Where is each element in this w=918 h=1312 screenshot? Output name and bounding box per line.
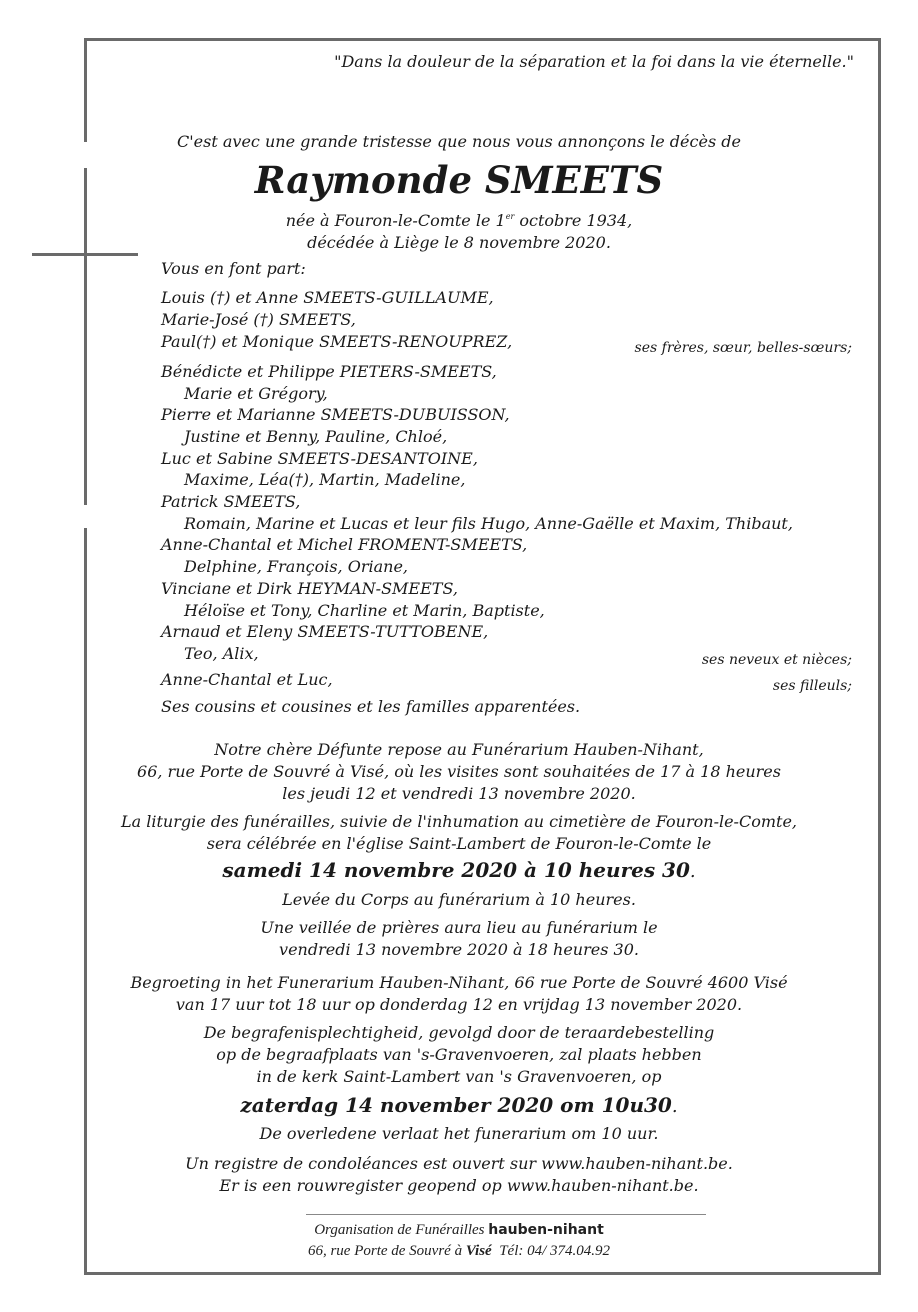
birth-line: née à Fouron-le-Comte le 1er octobre 1934, [285,211,633,230]
cross-horizontal-bar [32,253,138,256]
registre-line: Er is een rouwregister geopend op www.hauben-nihant.be. [219,1176,699,1195]
nephew-line: Vinciane et Dirk HEYMAN-SMEETS, [161,579,458,598]
nephew-line: Teo, Alix, [184,644,259,663]
repose-line: les jeudi 12 et vendredi 13 novembre 2020. [282,784,636,803]
liturgie-line: La liturgie des funérailles, suivie de l'inhumation au cimetière de Fouron-le-Comte, [121,812,797,831]
nephew-line: Héloïse et Tony, Charline et Marin, Baptiste, [184,601,545,620]
cross-vertical-top [84,38,87,142]
begroeting-line: Begroeting in het Funerarium Hauben-Nihant, 66 rue Porte de Souvré 4600 Visé [130,973,788,992]
plechtigheid-line: in de kerk Saint-Lambert van 's Gravenvoeren, op [256,1067,662,1086]
quote: "Dans la douleur de la séparation et la foi dans la vie éternelle." [334,52,854,71]
frame-bottom-border [84,1272,881,1275]
godchildren-label: ses filleuls; [772,678,852,694]
veillee-line: vendredi 13 novembre 2020 à 18 heures 30. [279,940,639,959]
deceased-name: Raymonde SMEETS [254,158,664,202]
nephew-line: Maxime, Léa(†), Martin, Madeline, [184,470,466,489]
sibling-line: Louis (†) et Anne SMEETS-GUILLAUME, [161,288,494,307]
frame-top-border [84,38,881,41]
intro-text: C'est avec une grande tristesse que nous vous annonçons le décès de [177,132,741,151]
repose-line: 66, rue Porte de Souvré à Visé, où les visites sont souhaitées de 17 à 18 heures [137,762,781,781]
cousins-line: Ses cousins et cousines et les familles apparentées. [161,697,581,716]
nephew-line: Pierre et Marianne SMEETS-DUBUISSON, [161,405,510,424]
nephew-line: Anne-Chantal et Michel FROMENT-SMEETS, [161,535,528,554]
sibling-line: Marie-José (†) SMEETS, [161,310,356,329]
veillee-line: Une veillée de prières aura lieu au funérarium le [260,918,658,937]
brand-logo: hauben-nihant [488,1222,604,1238]
levee-line: Levée du Corps au funérarium à 10 heures. [282,890,636,909]
plechtigheid-line: De begrafenisplechtigheid, gevolgd door de teraardebestelling [203,1023,715,1042]
footer-organisation: Organisation de Funérailles hauben-nihant [314,1222,604,1238]
death-line: décédée à Liège le 8 novembre 2020. [307,233,611,252]
liturgie-line: sera célébrée en l'église Saint-Lambert de Fouron-le-Comte le [206,834,712,853]
siblings-label: ses frères, sœur, belles-sœurs; [634,340,852,356]
nephew-line: Arnaud et Eleny SMEETS-TUTTOBENE, [161,622,489,641]
begroeting-line: van 17 uur tot 18 uur op donderdag 12 en vrijdag 13 november 2020. [175,995,743,1014]
nephew-line: Bénédicte et Philippe PIETERS-SMEETS, [161,362,497,381]
sibling-line: Paul(†) et Monique SMEETS-RENOUPREZ, [161,332,513,351]
nephews-label: ses neveux et nièces; [701,652,852,668]
nephew-line: Luc et Sabine SMEETS-DESANTOINE, [161,449,478,468]
footer-address: 66, rue Porte de Souvré à Visé Tél: 04/ 374.04.92 [307,1243,611,1259]
nephew-line: Marie et Grégory, [184,384,328,403]
nephew-line: Delphine, François, Oriane, [184,557,408,576]
footer-separator [306,1214,706,1215]
nephew-line: Romain, Marine et Lucas et leur fils Hugo, Anne-Gaëlle et Maxim, Thibaut, [184,514,793,533]
funeral-date-nl: zaterdag 14 november 2020 om 10u30. [240,1093,678,1117]
nephew-line: Patrick SMEETS, [161,492,301,511]
godchildren-line: Anne-Chantal et Luc, [161,670,333,689]
plechtigheid-line: op de begraafplaats van 's-Gravenvoeren, zal plaats hebben [216,1045,702,1064]
registre-line: Un registre de condoléances est ouvert sur www.hauben-nihant.be. [185,1154,733,1173]
announce-text: Vous en font part: [161,259,306,278]
funeral-date-fr: samedi 14 novembre 2020 à 10 heures 30. [222,858,696,882]
nephew-line: Justine et Benny, Pauline, Chloé, [184,427,448,446]
repose-line: Notre chère Défunte repose au Funérarium Hauben-Nihant, [214,740,704,759]
verlaat-line: De overledene verlaat het funerarium om 10 uur. [259,1124,659,1143]
